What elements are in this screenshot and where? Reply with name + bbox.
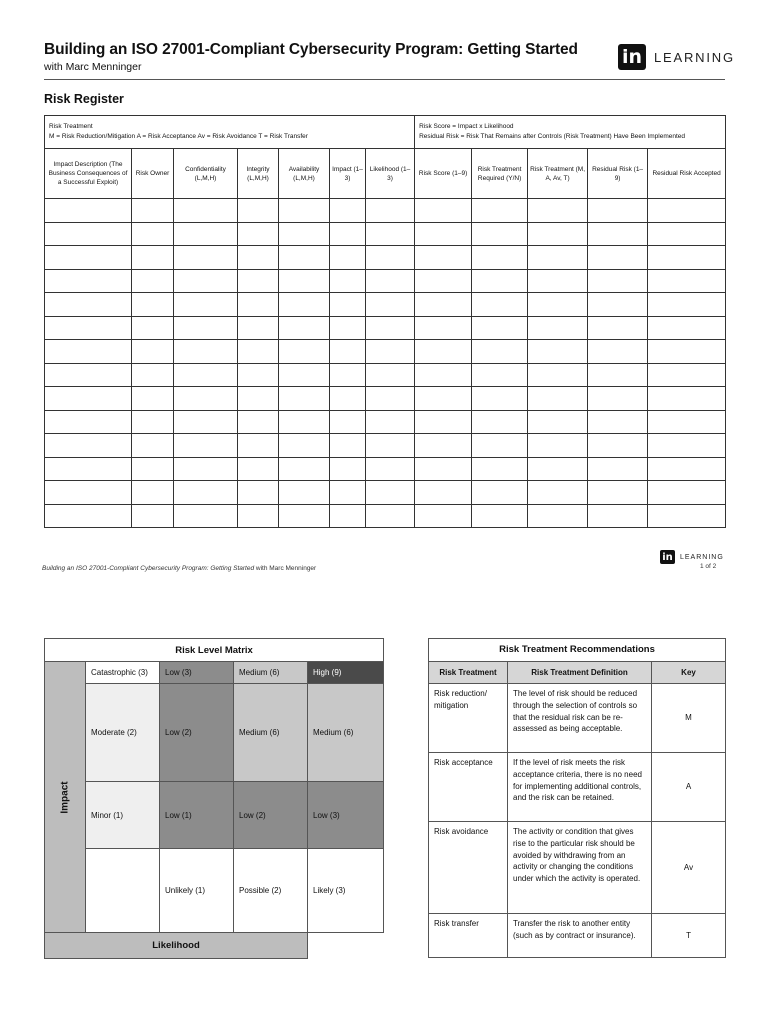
register-cell[interactable] [238, 340, 279, 364]
learning-wordmark: LEARNING [680, 553, 724, 561]
register-cell[interactable] [366, 269, 415, 293]
register-cell[interactable] [588, 363, 648, 387]
page-footer [42, 565, 316, 572]
register-cell[interactable] [238, 504, 279, 528]
table-row [45, 434, 726, 458]
recommendations-title: Risk Treatment Recommendations [429, 639, 726, 662]
register-cell[interactable] [588, 457, 648, 481]
register-cell[interactable] [366, 222, 415, 246]
treatment-definition: The activity or condition that gives rise to the particular risk should be avoided by withdrawing from an activity or changing the conditions under which the activity is operated. [508, 822, 652, 914]
register-cell[interactable] [648, 199, 726, 223]
register-cell[interactable] [132, 434, 174, 458]
treatment-key: T [652, 914, 726, 958]
treatment-key: Av [652, 822, 726, 914]
register-cell[interactable] [279, 316, 330, 340]
table-row [45, 199, 726, 223]
register-cell[interactable] [174, 457, 238, 481]
register-cell[interactable] [330, 504, 366, 528]
register-cell[interactable] [588, 269, 648, 293]
col-header: Impact (1–3) [330, 149, 366, 199]
legend-title: Risk Treatment [49, 123, 93, 130]
register-cell[interactable] [366, 434, 415, 458]
register-cell[interactable] [174, 410, 238, 434]
table-row [429, 753, 726, 822]
col-header: Availability (L,M,H) [279, 149, 330, 199]
matrix-cell: High (9) [308, 662, 384, 684]
register-cell[interactable] [472, 316, 528, 340]
matrix-corner-blank [86, 849, 160, 933]
register-cell[interactable] [238, 316, 279, 340]
register-cell[interactable] [45, 199, 132, 223]
register-cell[interactable] [528, 387, 588, 411]
register-cell[interactable] [648, 387, 726, 411]
register-cell[interactable] [366, 293, 415, 317]
register-cell[interactable] [528, 457, 588, 481]
register-cell[interactable] [648, 246, 726, 270]
register-cell[interactable] [648, 410, 726, 434]
impact-level-minor: Minor (1) [86, 782, 160, 849]
register-cell[interactable] [415, 222, 472, 246]
register-cell[interactable] [648, 340, 726, 364]
register-cell[interactable] [174, 363, 238, 387]
register-cell[interactable] [45, 246, 132, 270]
register-cell[interactable] [132, 481, 174, 505]
register-cell[interactable] [528, 222, 588, 246]
register-cell[interactable] [330, 434, 366, 458]
register-cell[interactable] [238, 199, 279, 223]
table-row [45, 387, 726, 411]
register-cell[interactable] [648, 434, 726, 458]
col-header: Impact Description (The Business Consequences of a Successful Exploit) [45, 149, 132, 199]
impact-label: Impact [59, 780, 71, 814]
table-row [429, 914, 726, 958]
register-cell[interactable] [279, 410, 330, 434]
treatment-name: Risk reduction/ mitigation [429, 684, 508, 753]
table-row [45, 504, 726, 528]
matrix-cell: Medium (6) [308, 684, 384, 782]
register-cell[interactable] [588, 481, 648, 505]
register-cell[interactable] [415, 363, 472, 387]
register-cell[interactable] [174, 199, 238, 223]
register-cell[interactable] [279, 246, 330, 270]
linkedin-in-icon: in [660, 550, 675, 564]
register-cell[interactable] [588, 199, 648, 223]
register-cell[interactable] [415, 316, 472, 340]
register-cell[interactable] [238, 246, 279, 270]
treatment-name: Risk avoidance [429, 822, 508, 914]
register-cell[interactable] [528, 293, 588, 317]
register-cell[interactable] [330, 457, 366, 481]
treatment-name: Risk acceptance [429, 753, 508, 822]
risk-treatment-legend [45, 116, 415, 149]
register-cell[interactable] [174, 222, 238, 246]
register-cell[interactable] [132, 387, 174, 411]
register-cell[interactable] [472, 410, 528, 434]
register-cell[interactable] [366, 410, 415, 434]
col-header: Risk Owner [132, 149, 174, 199]
register-cell[interactable] [588, 222, 648, 246]
matrix-title: Risk Level Matrix [45, 639, 384, 662]
col-header: Residual Risk Accepted [648, 149, 726, 199]
treatment-key: M [652, 684, 726, 753]
register-cell[interactable] [415, 410, 472, 434]
legend-residual-risk: Residual Risk = Risk That Remains after Controls (Risk Treatment) Have Been Implemented [419, 133, 686, 140]
register-cell[interactable] [588, 504, 648, 528]
register-cell[interactable] [174, 504, 238, 528]
table-row [45, 481, 726, 505]
table-row [45, 222, 726, 246]
register-cell[interactable] [279, 457, 330, 481]
impact-level-catastrophic: Catastrophic (3) [86, 662, 160, 684]
register-cell[interactable] [132, 340, 174, 364]
col-header-key: Key [652, 662, 726, 684]
treatment-definition: Transfer the risk to another entity (such as by contract or insurance). [508, 914, 652, 958]
learning-wordmark: LEARNING [654, 49, 735, 65]
register-cell[interactable] [45, 363, 132, 387]
register-cell[interactable] [238, 434, 279, 458]
col-header: Confidentiality (L,M,H) [174, 149, 238, 199]
register-cell[interactable] [366, 199, 415, 223]
risk-score-legend [415, 116, 726, 149]
register-cell[interactable] [132, 199, 174, 223]
footer-logo [660, 550, 724, 564]
table-row [45, 293, 726, 317]
matrix-cell: Low (2) [160, 684, 234, 782]
register-cell[interactable] [528, 481, 588, 505]
register-cell[interactable] [472, 457, 528, 481]
register-cell[interactable] [279, 222, 330, 246]
register-cell[interactable] [132, 222, 174, 246]
register-cell[interactable] [366, 481, 415, 505]
register-cell[interactable] [330, 316, 366, 340]
register-cell[interactable] [279, 363, 330, 387]
register-cell[interactable] [132, 293, 174, 317]
register-cell[interactable] [238, 269, 279, 293]
register-cell[interactable] [415, 481, 472, 505]
register-cell[interactable] [45, 410, 132, 434]
likelihood-level-possible: Possible (2) [234, 849, 308, 933]
footer-course-title: Building an ISO 27001-Compliant Cybersecurity Program: Getting Started [42, 565, 255, 572]
matrix-cell: Medium (6) [234, 684, 308, 782]
treatment-key: A [652, 753, 726, 822]
register-cell[interactable] [415, 434, 472, 458]
register-cell[interactable] [45, 222, 132, 246]
register-cell[interactable] [472, 199, 528, 223]
register-cell[interactable] [174, 387, 238, 411]
register-cell[interactable] [528, 199, 588, 223]
register-cell[interactable] [648, 481, 726, 505]
register-cell[interactable] [330, 199, 366, 223]
matrix-cell: Low (1) [160, 782, 234, 849]
register-cell[interactable] [174, 481, 238, 505]
register-cell[interactable] [588, 434, 648, 458]
register-cell[interactable] [648, 457, 726, 481]
register-cell[interactable] [528, 316, 588, 340]
register-cell[interactable] [45, 434, 132, 458]
register-cell[interactable] [415, 504, 472, 528]
register-cell[interactable] [415, 340, 472, 364]
register-cell[interactable] [238, 222, 279, 246]
register-cell[interactable] [366, 504, 415, 528]
register-cell[interactable] [528, 246, 588, 270]
register-cell[interactable] [45, 504, 132, 528]
register-cell[interactable] [588, 246, 648, 270]
register-cell[interactable] [472, 434, 528, 458]
col-header-treatment: Risk Treatment [429, 662, 508, 684]
register-cell[interactable] [279, 293, 330, 317]
register-cell[interactable] [132, 504, 174, 528]
register-cell[interactable] [588, 410, 648, 434]
register-cell[interactable] [132, 316, 174, 340]
register-cell[interactable] [588, 340, 648, 364]
register-cell[interactable] [238, 410, 279, 434]
register-cell[interactable] [45, 269, 132, 293]
col-header: Likelihood (1–3) [366, 149, 415, 199]
register-cell[interactable] [330, 410, 366, 434]
register-cell[interactable] [174, 340, 238, 364]
register-cell[interactable] [415, 457, 472, 481]
register-cell[interactable] [279, 387, 330, 411]
register-cell[interactable] [45, 387, 132, 411]
table-row [45, 246, 726, 270]
table-row [45, 363, 726, 387]
matrix-cell: Low (2) [234, 782, 308, 849]
register-cell[interactable] [238, 293, 279, 317]
register-cell[interactable] [366, 363, 415, 387]
register-cell[interactable] [472, 293, 528, 317]
register-cell[interactable] [174, 269, 238, 293]
matrix-cell: Medium (6) [234, 662, 308, 684]
register-cell[interactable] [648, 222, 726, 246]
impact-axis-label [45, 662, 86, 933]
col-header: Risk Treatment (M, A, Av, T) [528, 149, 588, 199]
treatment-name: Risk transfer [429, 914, 508, 958]
register-cell[interactable] [330, 481, 366, 505]
register-cell[interactable] [330, 222, 366, 246]
table-row [429, 684, 726, 753]
register-cell[interactable] [648, 363, 726, 387]
register-cell[interactable] [279, 340, 330, 364]
register-cell[interactable] [472, 504, 528, 528]
table-row [45, 410, 726, 434]
header-divider [44, 79, 725, 80]
col-header: Integrity (L,M,H) [238, 149, 279, 199]
register-cell[interactable] [472, 363, 528, 387]
register-cell[interactable] [174, 434, 238, 458]
footer-author: with Marc Menninger [254, 565, 317, 572]
treatment-definition: If the level of risk meets the risk acceptance criteria, there is no need for implementing additional controls, and the risk can be retained. [508, 753, 652, 822]
register-cell[interactable] [174, 246, 238, 270]
register-cell[interactable] [174, 316, 238, 340]
register-cell[interactable] [415, 199, 472, 223]
register-cell[interactable] [528, 410, 588, 434]
col-header: Risk Treatment Required (Y/N) [472, 149, 528, 199]
register-cell[interactable] [238, 481, 279, 505]
table-row [45, 340, 726, 364]
register-cell[interactable] [279, 504, 330, 528]
register-cell[interactable] [366, 457, 415, 481]
register-cell[interactable] [366, 387, 415, 411]
register-cell[interactable] [472, 340, 528, 364]
matrix-cell: Low (3) [308, 782, 384, 849]
register-header-row [45, 149, 726, 199]
register-cell[interactable] [472, 481, 528, 505]
register-cell[interactable] [588, 293, 648, 317]
register-cell[interactable] [472, 246, 528, 270]
legend-text: M = Risk Reduction/Mitigation A = Risk Acceptance Av = Risk Avoidance T = Risk Transfer [49, 133, 308, 140]
register-cell[interactable] [472, 269, 528, 293]
register-cell[interactable] [279, 434, 330, 458]
register-cell[interactable] [366, 316, 415, 340]
register-cell[interactable] [472, 222, 528, 246]
register-cell[interactable] [528, 504, 588, 528]
section-title-risk-register: Risk Register [44, 92, 124, 106]
register-cell[interactable] [238, 387, 279, 411]
risk-level-matrix [44, 638, 384, 959]
register-cell[interactable] [330, 340, 366, 364]
page-number: 1 of 2 [700, 563, 717, 570]
col-header: Residual Risk (1–9) [588, 149, 648, 199]
document-title: Building an ISO 27001-Compliant Cybersecurity Program: Getting Started [44, 41, 578, 58]
legend-risk-score: Risk Score = Impact x Likelihood [419, 123, 514, 130]
register-cell[interactable] [45, 316, 132, 340]
likelihood-axis-label: Likelihood [45, 933, 308, 959]
document-subtitle: with Marc Menninger [44, 61, 142, 73]
register-cell[interactable] [330, 387, 366, 411]
register-cell[interactable] [415, 269, 472, 293]
register-cell[interactable] [238, 363, 279, 387]
risk-register-table [44, 115, 726, 528]
register-cell[interactable] [132, 269, 174, 293]
register-cell[interactable] [279, 269, 330, 293]
register-cell[interactable] [330, 293, 366, 317]
linkedin-in-icon: in [618, 44, 646, 70]
table-row [45, 316, 726, 340]
register-cell[interactable] [279, 481, 330, 505]
linkedin-learning-logo [618, 44, 735, 70]
register-cell[interactable] [472, 387, 528, 411]
treatment-definition: The level of risk should be reduced through the selection of controls so that the residual risk can be re-assessed as being acceptable. [508, 684, 652, 753]
table-row [45, 269, 726, 293]
register-cell[interactable] [45, 457, 132, 481]
register-cell[interactable] [588, 316, 648, 340]
likelihood-level-likely: Likely (3) [308, 849, 384, 933]
register-cell[interactable] [45, 340, 132, 364]
register-cell[interactable] [132, 457, 174, 481]
register-cell[interactable] [45, 481, 132, 505]
register-cell[interactable] [648, 504, 726, 528]
register-cell[interactable] [648, 316, 726, 340]
impact-level-moderate: Moderate (2) [86, 684, 160, 782]
matrix-cell: Low (3) [160, 662, 234, 684]
register-cell[interactable] [279, 199, 330, 223]
register-cell[interactable] [366, 246, 415, 270]
register-cell[interactable] [528, 340, 588, 364]
table-row [429, 822, 726, 914]
register-cell[interactable] [132, 410, 174, 434]
register-cell[interactable] [415, 246, 472, 270]
register-cell[interactable] [528, 363, 588, 387]
risk-treatment-recommendations [428, 638, 726, 958]
col-header: Risk Score (1–9) [415, 149, 472, 199]
register-cell[interactable] [415, 293, 472, 317]
register-cell[interactable] [330, 246, 366, 270]
table-row [45, 457, 726, 481]
register-cell[interactable] [588, 387, 648, 411]
register-cell[interactable] [366, 340, 415, 364]
register-cell[interactable] [174, 293, 238, 317]
register-cell[interactable] [45, 293, 132, 317]
register-cell[interactable] [330, 269, 366, 293]
register-cell[interactable] [415, 387, 472, 411]
register-cell[interactable] [238, 457, 279, 481]
register-cell[interactable] [648, 293, 726, 317]
col-header-definition: Risk Treatment Definition [508, 662, 652, 684]
register-cell[interactable] [132, 363, 174, 387]
register-cell[interactable] [330, 363, 366, 387]
register-cell[interactable] [528, 269, 588, 293]
register-cell[interactable] [648, 269, 726, 293]
likelihood-level-unlikely: Unlikely (1) [160, 849, 234, 933]
register-cell[interactable] [132, 246, 174, 270]
register-cell[interactable] [528, 434, 588, 458]
